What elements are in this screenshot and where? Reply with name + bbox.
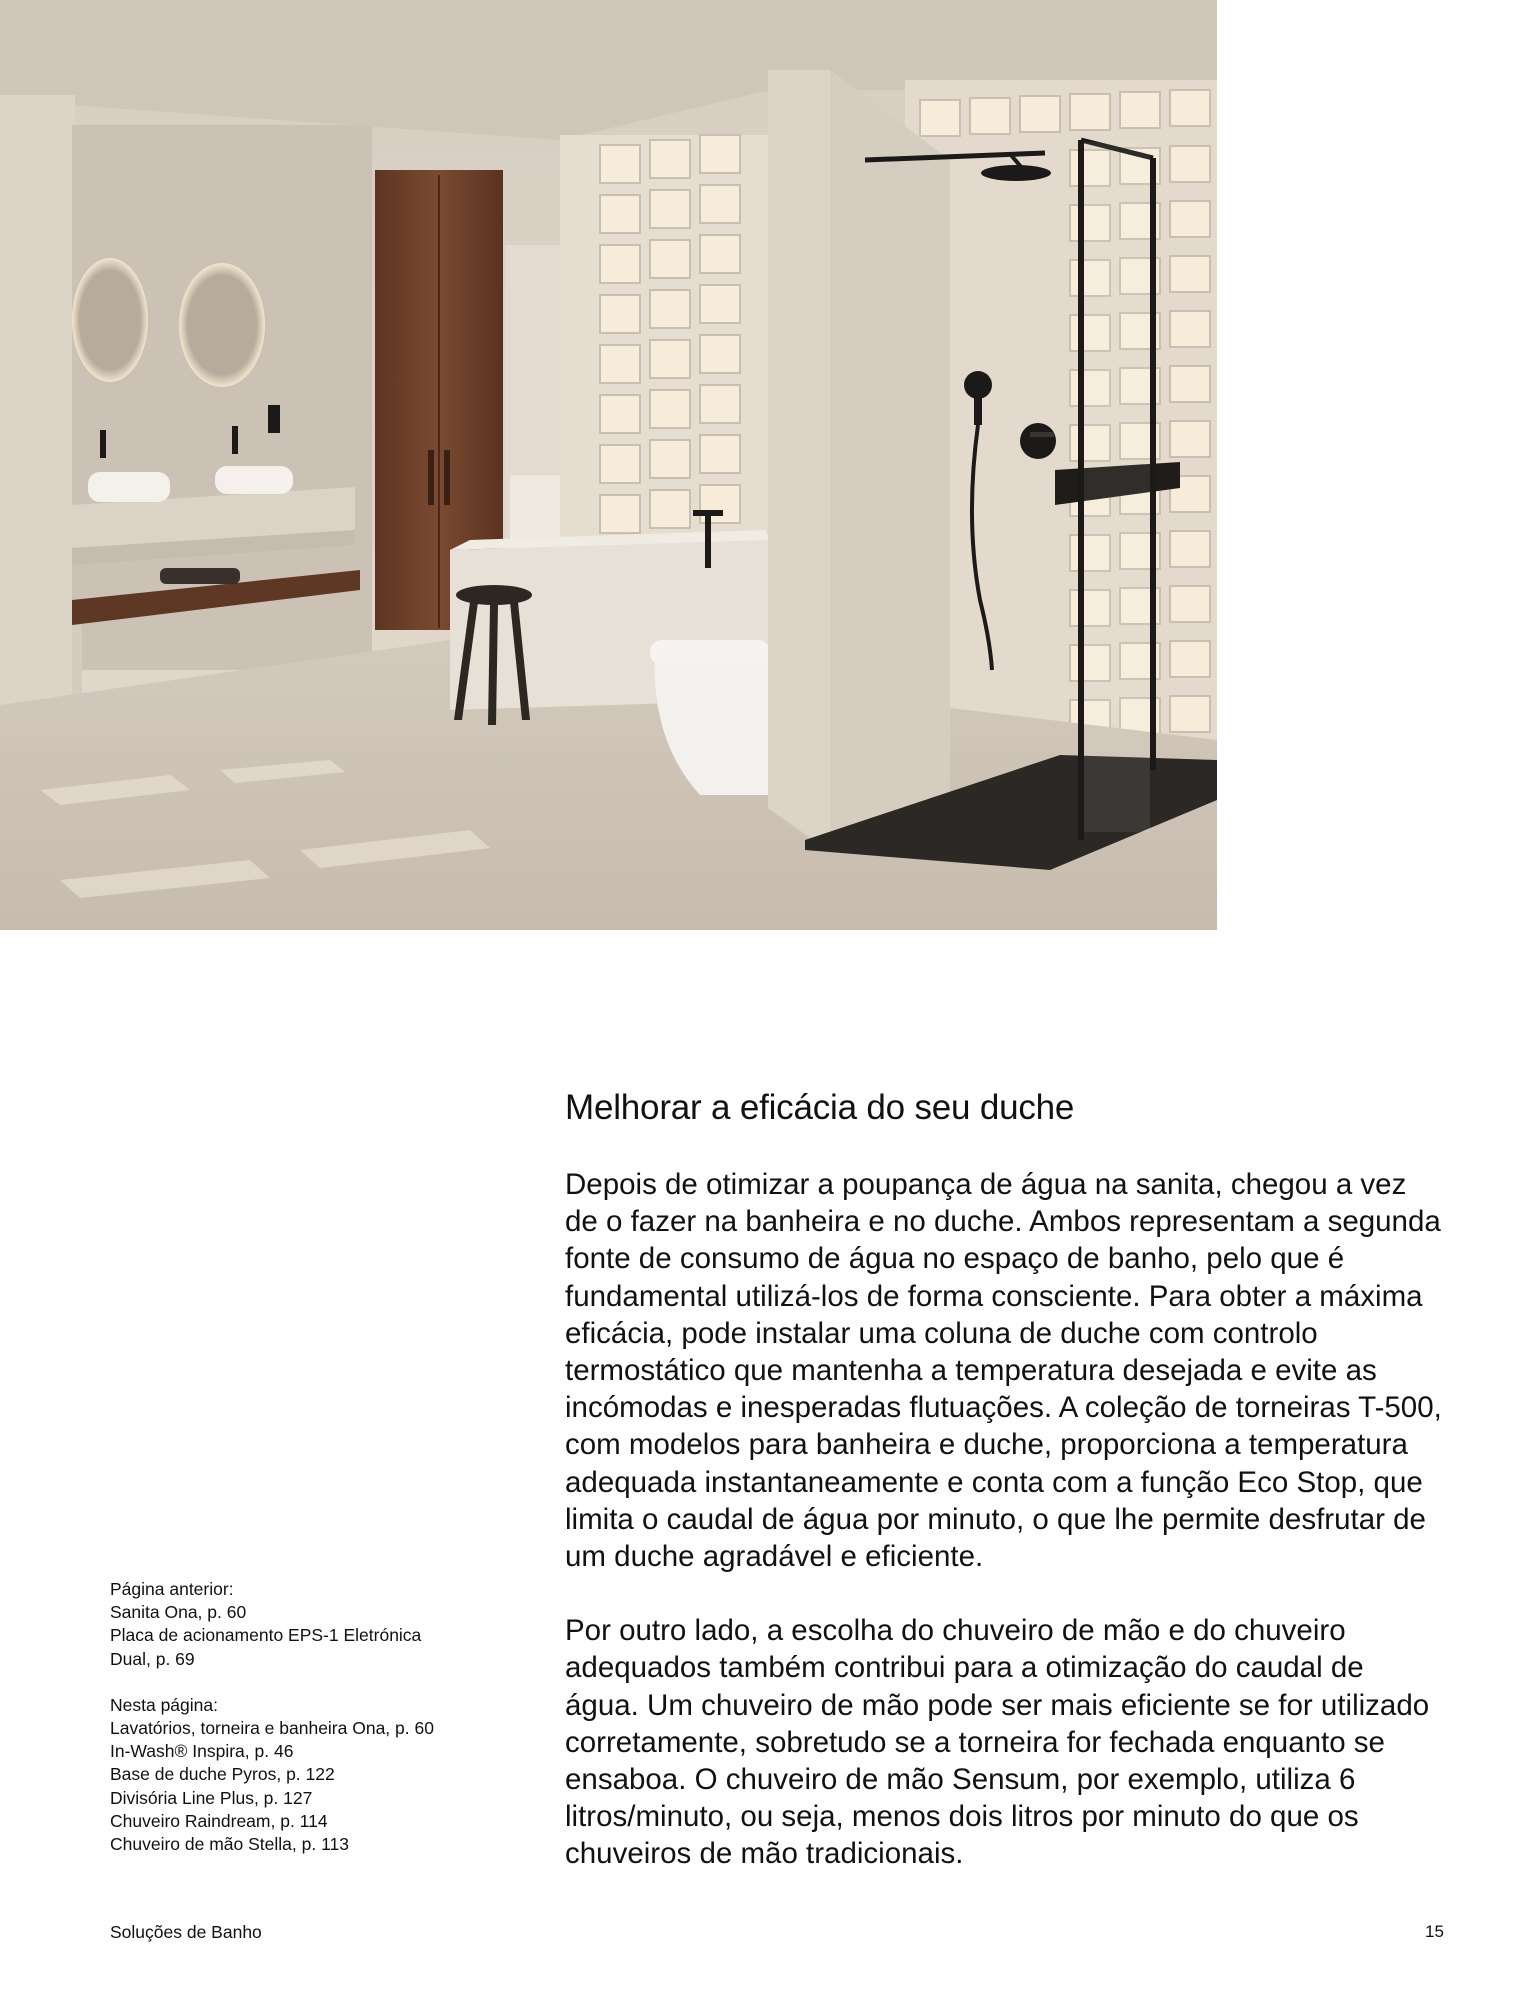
product-credits: [110, 1578, 490, 1856]
credits-title: Página anterior:: [110, 1579, 234, 1599]
section-heading: Melhorar a eficácia do seu duche: [565, 1088, 1075, 1127]
glass-partition-frame: [1078, 140, 1084, 840]
thermostatic-mixer: [1020, 423, 1056, 459]
body-paragraph-1: Depois de otimizar a poupança de água na sanita, chegou a vez de o fazer na banheira e no duche. Ambos representam a segunda fonte de consumo de água no espaço de banho, pelo que é fundamental utilizá-los de forma consciente. Para obter a máxima eficácia, pode instalar uma coluna de duche com controlo termostático que mantenha a temperatura desejada e evite as incómodas e inesperadas flutuações. A coleção de torneiras T-500, com modelos para banheira e duche, proporciona a temperatura adequada instantaneamente e conta com a função Eco Stop, que limita o caudal de água por minuto, o que lhe permite desfrutar de um duche agradável e eficiente.: [565, 1168, 1442, 1574]
bathroom-illustration: [0, 0, 1217, 930]
hand-shower: [974, 385, 982, 425]
washbasin-right: [215, 466, 293, 494]
rain-shower-head: [981, 165, 1051, 181]
credits-this-page: [110, 1694, 490, 1856]
credit-item: Lavatórios, torneira e banheira Ona, p. 60: [110, 1718, 434, 1739]
bathroom-photo: [0, 0, 1217, 930]
article-body: [565, 1166, 1445, 1873]
washbasin-left: [88, 472, 170, 502]
credit-item: Sanita Ona, p. 60: [110, 1602, 247, 1623]
credit-item: Placa de acionamento EPS-1 Eletrónica: [110, 1625, 422, 1646]
credit-item: In-Wash® Inspira, p. 46: [110, 1741, 294, 1762]
round-mirror-left: [72, 258, 148, 382]
credit-item: Chuveiro Raindream, p. 114: [110, 1810, 328, 1831]
page-number: 15: [1425, 1922, 1444, 1941]
body-paragraph-2: Por outro lado, a escolha do chuveiro de mão e do chuveiro adequados também contribui para a otimização do caudal de água. Um chuveiro de mão pode ser mais eficiente se for utilizado corretamente, sobretudo se a torneira for fechada enquanto se ensaboa. O chuveiro de mão Sensum, por exemplo, utiliza 6 litros/minuto, ou seja, menos dois litros por minuto do que os chuveiros de mão tradicionais.: [565, 1614, 1430, 1871]
credit-item: Divisória Line Plus, p. 127: [110, 1787, 313, 1808]
credit-item: Base de duche Pyros, p. 122: [110, 1764, 335, 1785]
credits-previous-page: [110, 1578, 490, 1671]
round-mirror-right: [179, 263, 265, 387]
wooden-stool: [456, 585, 532, 605]
credits-title: Nesta página:: [110, 1694, 218, 1715]
footer-section-title: Soluções de Banho: [110, 1922, 262, 1942]
credit-item: Chuveiro de mão Stella, p. 113: [110, 1834, 349, 1855]
credit-item: Dual, p. 69: [110, 1648, 195, 1669]
